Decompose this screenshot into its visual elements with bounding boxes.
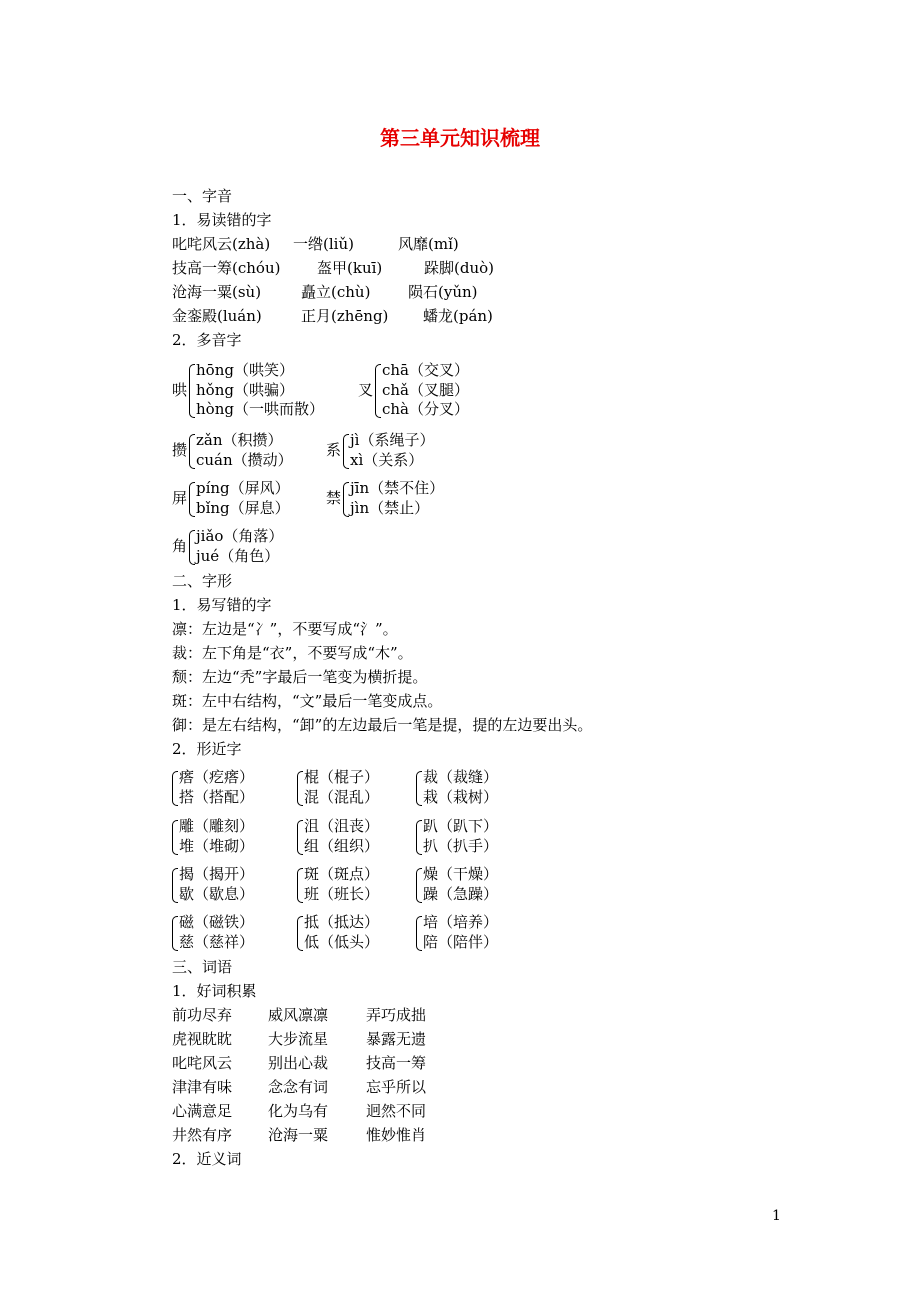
char-item: 趴（趴下） [423,817,499,835]
reading-item: bǐng（屏息） [196,498,290,517]
reading-item: jì（系绳子） [350,431,435,449]
polyphonic-char: 禁 [326,489,342,507]
word-item: 暴露无遗 [366,1030,427,1048]
char-item: 搭（搭配） [179,787,255,806]
word-item: 叱咤风云 [172,1054,233,1072]
char-item: 雕（雕刻） [179,817,255,835]
reading-item: xì（关系） [350,450,424,469]
similar-char-pair [416,865,526,905]
note-line: 颓：左边“秃”字最后一笔变为横折提。 [172,668,428,686]
brace [172,771,178,806]
word-item: 威风凛凛 [268,1006,329,1024]
word-item: 叱咤风云(zhà) [172,235,271,253]
word-item: 迥然不同 [366,1102,427,1120]
subheading-good-words: 1．好词积累 [172,982,257,1000]
similar-char-pair [172,768,282,808]
reading-item: hǒng（哄骗） [196,380,294,399]
reading-item: cuán（攒动） [196,450,293,469]
brace [416,916,422,951]
word-item: 沧海一粟(sù) [172,283,262,301]
char-item: 磁（磁铁） [179,913,255,931]
page-number: 1 [772,1208,781,1224]
brace [189,434,195,469]
char-item: 栽（栽树） [423,787,499,806]
char-item: 慈（慈祥） [179,932,255,951]
word-item: 化为乌有 [268,1102,329,1120]
word-item: 忘乎所以 [366,1078,427,1096]
brace [416,771,422,806]
subheading-synonyms: 2．近义词 [172,1150,242,1168]
polyphonic-group [172,479,312,519]
word-item: 正月(zhēng) [301,307,389,325]
word-item: 金銮殿(luán) [172,307,262,325]
char-item: 揭（揭开） [179,865,255,883]
reading-item: chā（交叉） [382,361,470,379]
brace [416,868,422,903]
similar-char-pair [416,768,526,808]
brace [343,482,349,517]
char-item: 棍（棍子） [304,768,380,786]
polyphonic-char: 系 [326,441,342,459]
word-item: 技高一筹(chóu) [172,259,281,277]
word-item: 惟妙惟肖 [366,1126,427,1144]
char-item: 堆（堆砌） [179,836,255,855]
word-item: 跺脚(duò) [424,259,494,277]
brace [172,868,178,903]
word-item: 矗立(chù) [301,283,371,301]
brace [172,916,178,951]
char-item: 陪（陪伴） [423,932,499,951]
polyphonic-group [172,527,312,567]
similar-char-pair [416,817,526,857]
char-item: 燥（干燥） [423,865,499,883]
note-line: 凛：左边是“冫”，不要写成“氵”。 [172,620,398,638]
char-item: 沮（沮丧） [304,817,380,835]
char-item: 歇（歇息） [179,884,255,903]
char-item: 混（混乱） [304,787,380,806]
word-item: 一绺(liǔ) [293,235,354,253]
similar-char-pair [416,913,526,953]
polyphonic-group [172,431,312,471]
word-item: 陨石(yǔn) [408,283,478,301]
word-item: 心满意足 [172,1102,233,1120]
brace [343,434,349,469]
word-item: 虎视眈眈 [172,1030,233,1048]
polyphonic-char: 叉 [358,381,374,399]
polyphonic-char: 攒 [172,441,188,459]
polyphonic-group [172,361,332,421]
note-line: 裁：左下角是“衣”，不要写成“木”。 [172,644,413,662]
brace [189,364,195,418]
section-heading-vocabulary: 三、词语 [172,958,233,976]
similar-char-pair [297,865,407,905]
brace [189,530,195,565]
note-line: 斑：左中右结构，“文”最后一笔变成点。 [172,692,443,710]
brace [297,868,303,903]
polyphonic-char: 哄 [172,381,188,399]
polyphonic-group [326,479,466,519]
word-item: 盔甲(kuī) [317,259,383,277]
reading-item: hòng（一哄而散） [196,400,324,418]
polyphonic-char: 屏 [172,489,188,507]
reading-item: zǎn（积攒） [196,431,283,449]
word-item: 井然有序 [172,1126,233,1144]
similar-char-pair [172,817,282,857]
word-item: 念念有词 [268,1078,329,1096]
reading-item: chà（分叉） [382,400,470,418]
reading-item: jìn（禁止） [350,498,430,517]
similar-char-pair [172,865,282,905]
subheading-similar-chars: 2．形近字 [172,740,242,758]
char-item: 躁（急躁） [423,884,499,903]
reading-item: jiǎo（角落） [196,527,284,545]
page-title: 第三单元知识梳理 [380,126,540,150]
subheading-miswritten-chars: 1．易写错的字 [172,596,272,614]
similar-char-pair [172,913,282,953]
brace [172,820,178,855]
char-item: 低（低头） [304,932,380,951]
brace [297,916,303,951]
word-item: 沧海一粟 [268,1126,329,1144]
brace [375,364,381,418]
reading-item: jué（角色） [196,546,280,565]
word-item: 前功尽弃 [172,1006,233,1024]
brace [297,820,303,855]
reading-item: jīn（禁不住） [350,479,445,497]
word-item: 弄巧成拙 [366,1006,427,1024]
char-item: 裁（裁缝） [423,768,499,786]
reading-item: píng（屏风） [196,479,290,497]
similar-char-pair [297,768,407,808]
word-item: 风靡(mǐ) [398,235,459,253]
similar-char-pair [297,913,407,953]
reading-item: chǎ（叉腿） [382,380,470,399]
reading-item: hōng（哄笑） [196,361,294,379]
char-item: 组（组织） [304,836,380,855]
subheading-misread-chars: 1．易读错的字 [172,211,272,229]
char-item: 班（班长） [304,884,380,903]
word-item: 津津有味 [172,1078,233,1096]
polyphonic-group [326,431,466,471]
brace [297,771,303,806]
char-item: 培（培养） [423,913,499,931]
word-item: 蟠龙(pán) [423,307,493,325]
subheading-polyphonic: 2．多音字 [172,331,242,349]
section-heading-char-form: 二、字形 [172,572,233,590]
note-line: 御：是左右结构，“卸”的左边最后一笔是提，提的左边要出头。 [172,716,593,734]
char-item: 斑（斑点） [304,865,380,883]
brace [416,820,422,855]
word-item: 技高一筹 [366,1054,427,1072]
char-item: 扒（扒手） [423,836,499,855]
char-item: 抵（抵达） [304,913,380,931]
similar-char-pair [297,817,407,857]
word-item: 别出心裁 [268,1054,329,1072]
word-item: 大步流星 [268,1030,329,1048]
section-heading-pronunciation: 一、字音 [172,187,233,205]
polyphonic-group [358,361,478,421]
polyphonic-char: 角 [172,537,188,555]
brace [189,482,195,517]
char-item: 瘩（疙瘩） [179,768,255,786]
